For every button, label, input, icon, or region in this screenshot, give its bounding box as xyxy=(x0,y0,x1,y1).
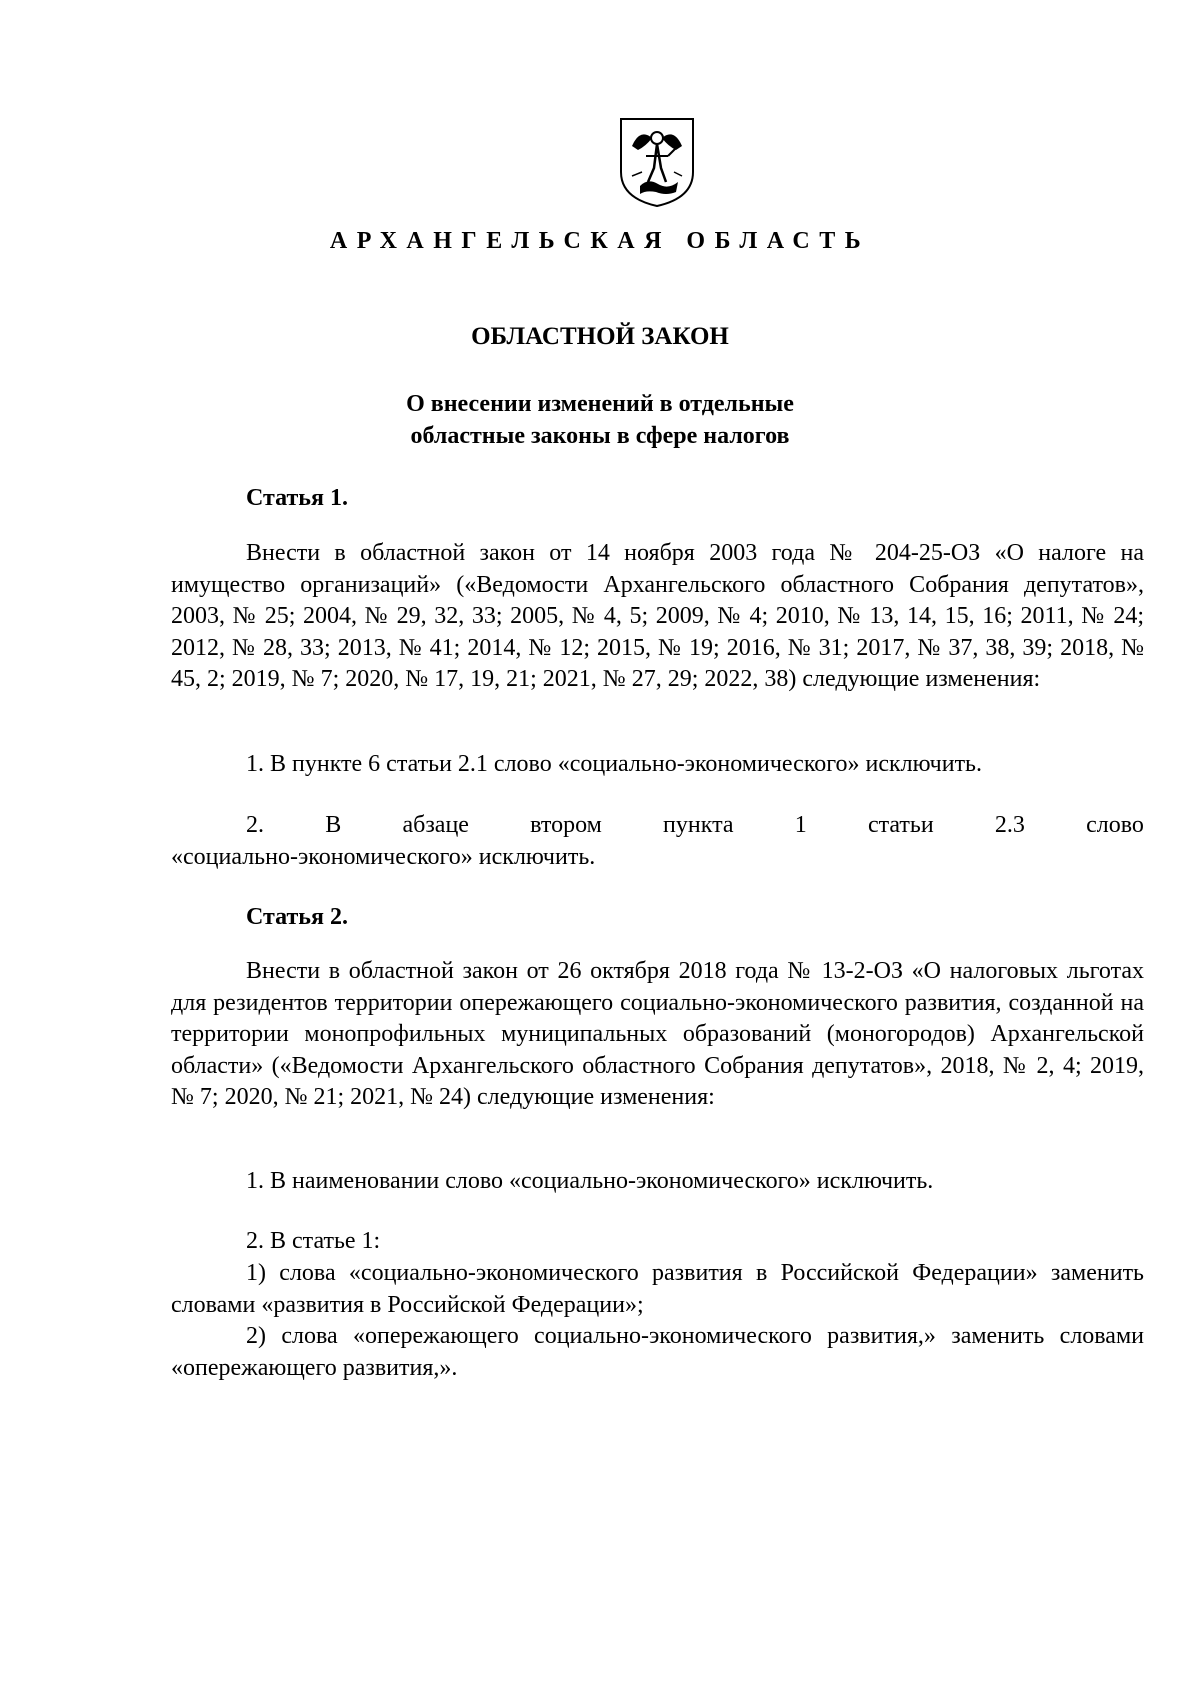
coat-of-arms-icon xyxy=(618,116,696,208)
article-2-heading: Статья 2. xyxy=(246,904,348,930)
article-2-subitem-2: 2) слова «опережающего социально-экономического развития,» заменить словами «опережающего развития,». xyxy=(171,1323,1144,1381)
article-2-item-1: 1. В наименовании слово «социально-экономического» исключить. xyxy=(246,1168,934,1194)
article-2-item-2: 2. В статье 1: xyxy=(246,1228,381,1254)
article-2-subitem-1: 1) слова «социально-экономического развития в Российской Федерации» заменить словами «развития в Российской Федерации»; xyxy=(171,1260,1144,1318)
word: пункта xyxy=(663,812,734,838)
article-1-item-2 xyxy=(171,810,1144,873)
word: 2. xyxy=(246,812,264,838)
law-type: ОБЛАСТНОЙ ЗАКОН xyxy=(471,323,729,350)
article-2-intro: Внести в областной закон от 26 октября 2018 года № 13-2-ОЗ «О налоговых льготах для резидентов территории опережающего социально-экономического развития, созданной на территории монопрофильных муниципальных образований (моногородов) Архангельской области» («Ведомости Архангельского областного Собрания депутатов», 2018, № 2, 4; 2019, № 7; 2020, № 21; 2021, № 24) следующие изменения: xyxy=(171,958,1144,1110)
law-title xyxy=(0,388,1200,452)
article-1-intro: Внести в областной закон от 14 ноября 2003 года № 204-25-ОЗ «О налоге на имущество организаций» («Ведомости Архангельского областного Собрания депутатов», 2003, № 25; 2004, № 29, 32, 33; 2005, № 4, 5; 2009, № 4; 2010, № 13, 14, 15, 16; 2011, № 24; 2012, № 28, 33; 2013, № 41; 2014, № 12; 2015, № 19; 2016, № 31; 2017, № 37, 38, 39; 2018, № 45, 2; 2019, № 7; 2020, № 17, 19, 21; 2021, № 27, 29; 2022, 38) следующие изменения: xyxy=(171,540,1144,692)
article-1-item-2-continuation: «социально-экономического» исключить. xyxy=(171,843,596,870)
article-1-item-2-line xyxy=(171,810,1144,842)
word: статьи xyxy=(867,812,934,838)
article-1-heading: Статья 1. xyxy=(246,485,348,511)
word: втором xyxy=(530,812,602,838)
word: В xyxy=(325,812,342,838)
law-title-line-2: областные законы в сфере налогов xyxy=(410,423,790,449)
word: абзаце xyxy=(402,812,469,838)
law-title-line-1: О внесении изменений в отдельные xyxy=(406,391,794,417)
article-1-item-1: 1. В пункте 6 статьи 2.1 слово «социально-экономического» исключить. xyxy=(246,751,982,777)
word: 2.3 xyxy=(994,812,1025,838)
word: слово xyxy=(1086,812,1144,838)
word: 1 xyxy=(794,812,807,838)
region-name: АРХАНГЕЛЬСКАЯ ОБЛАСТЬ xyxy=(329,228,871,254)
